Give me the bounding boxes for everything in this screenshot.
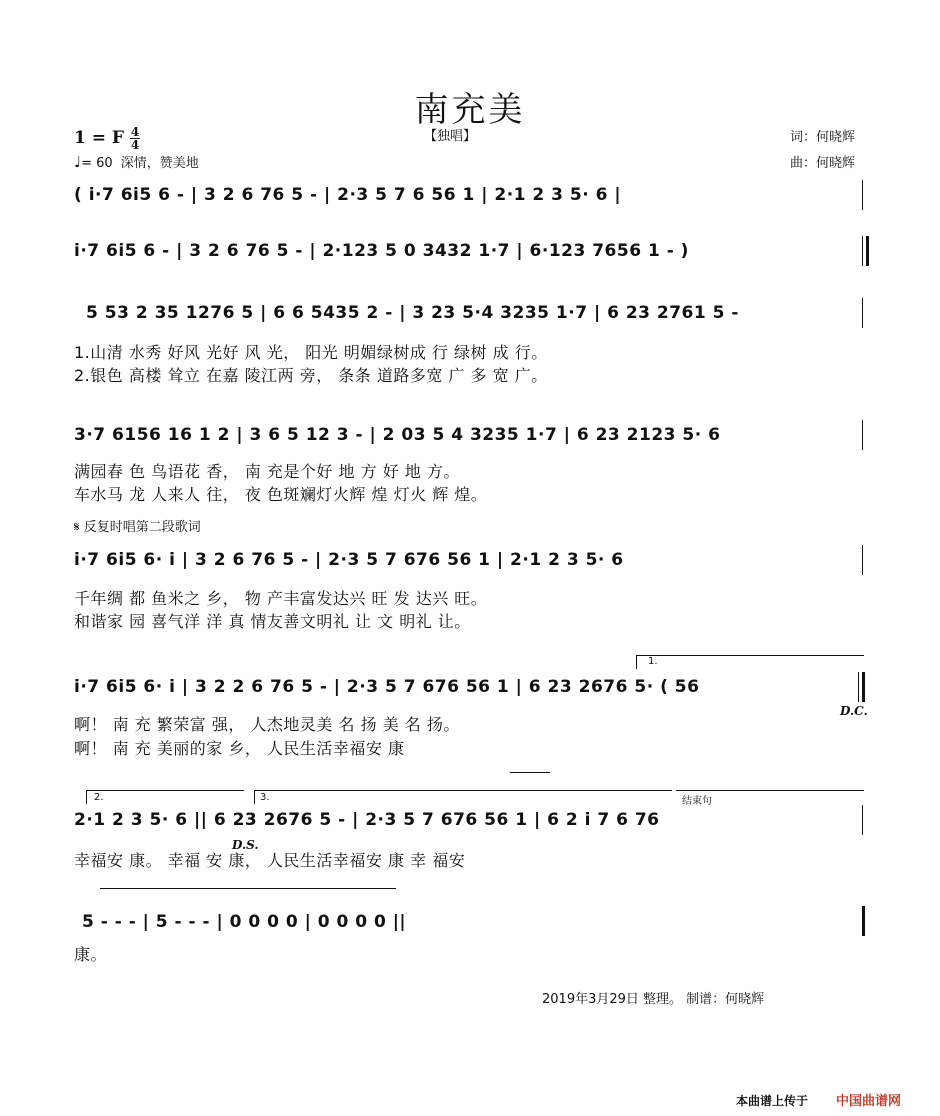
volta-3-label: 3. bbox=[260, 792, 270, 803]
system-2-notes: i·7 6i5 6 - | 3 2 6 76 5 - | 2·123 5 0 3432 1·7 | 6·123 7656 1 - ) bbox=[74, 241, 689, 261]
coda-label: 结束句 bbox=[682, 796, 712, 807]
barline bbox=[862, 420, 863, 450]
final-barline bbox=[862, 906, 865, 936]
barline bbox=[858, 672, 859, 702]
system-5-notes: i·7 6i5 6· i | 3 2 6 76 5 - | 2·3 5 7 676 56 1 | 2·1 2 3 5· 6 bbox=[74, 550, 624, 570]
segno-note bbox=[74, 516, 201, 535]
time-signature bbox=[130, 126, 140, 151]
volta-1-hook bbox=[636, 655, 637, 669]
arranger-note: 2019年3月29日 整理。 制谱：何晓辉 bbox=[542, 992, 765, 1007]
performance-note: 【独唱】 bbox=[424, 129, 477, 144]
barline bbox=[862, 545, 863, 575]
system-4-lyrics-2: 车水马 龙 人来人 往， 夜 色斑斓灯火辉 煌 灯火 辉 煌。 bbox=[74, 485, 488, 504]
system-4-notes: 3·7 6156 16 1 2 | 3 6 5 12 3 - | 2 03 5 4 3235 1·7 | 6 23 2123 5· 6 bbox=[74, 425, 721, 445]
upload-note: 本曲谱上传于 bbox=[736, 1094, 809, 1108]
short-divider bbox=[510, 772, 550, 773]
barline bbox=[862, 236, 863, 266]
quarter-note-icon: ♩ bbox=[74, 153, 82, 171]
system-7-lyrics-1: 幸福安 康。 幸福 安 康， 人民生活幸福安 康 幸 福安 bbox=[74, 851, 466, 870]
key-signature bbox=[74, 126, 140, 151]
system-3-lyrics-2: 2.银色 高楼 耸立 在嘉 陵江两 旁， 条条 道路多宽 广 多 宽 广。 bbox=[74, 366, 548, 385]
composer: 曲：何晓辉 bbox=[790, 156, 856, 171]
segno-text: 反复时唱第二段歌词 bbox=[83, 520, 201, 535]
system-3-lyrics-1: 1.山清 水秀 好风 光好 风 光， 阳光 明媚绿树成 行 绿树 成 行。 bbox=[74, 343, 548, 362]
volta-3-bracket bbox=[254, 790, 672, 791]
repeat-barline bbox=[862, 672, 865, 702]
page-title: 南充美 bbox=[414, 90, 526, 130]
volta-3-hook bbox=[254, 790, 255, 804]
volta-1-bracket bbox=[636, 655, 864, 656]
lyricist: 词：何晓辉 bbox=[790, 130, 856, 145]
volta-2-label: 2. bbox=[94, 792, 104, 803]
volta-2-bracket bbox=[86, 790, 244, 791]
volta-1-label: 1. bbox=[648, 656, 658, 667]
system-6-notes: i·7 6i5 6· i | 3 2 2 6 76 5 - | 2·3 5 7 676 56 1 | 6 23 2676 5· ( 56 bbox=[74, 677, 700, 697]
system-7-notes: 2·1 2 3 5· 6 || 6 23 2676 5 - | 2·3 5 7 676 56 1 | 6 2 i 7 6 76 bbox=[74, 810, 660, 830]
barline bbox=[862, 805, 863, 835]
system-5-lyrics-1: 千年绸 都 鱼米之 乡， 物 产丰富发达兴 旺 发 达兴 旺。 bbox=[74, 589, 488, 608]
tie-line bbox=[100, 888, 396, 889]
volta-2-hook bbox=[86, 790, 87, 804]
system-3-notes: 5 53 2 35 1276 5 | 6 6 5435 2 - | 3 23 5·4 3235 1·7 | 6 23 2761 5 - bbox=[86, 303, 739, 323]
double-barline bbox=[866, 236, 869, 266]
barline bbox=[862, 180, 863, 210]
system-5-lyrics-2: 和谐家 园 喜气洋 洋 真 情友善文明礼 让 文 明礼 让。 bbox=[74, 612, 471, 631]
dc-mark: D.C. bbox=[840, 704, 868, 718]
system-4-lyrics-1: 满园春 色 鸟语花 香， 南 充是个好 地 方 好 地 方。 bbox=[74, 462, 460, 481]
expression: 深情，赞美地 bbox=[120, 156, 199, 171]
ds-mark: D.S. bbox=[232, 838, 259, 852]
segno-icon: 𝄋 bbox=[74, 520, 80, 535]
tempo-value: = 60 bbox=[81, 156, 113, 171]
key-text: 1 = F bbox=[74, 128, 124, 148]
tempo-line bbox=[74, 152, 199, 171]
time-denominator: 4 bbox=[130, 138, 140, 152]
system-6-lyrics-1: 啊！ 南 充 繁荣富 强， 人杰地灵美 名 扬 美 名 扬。 bbox=[74, 715, 460, 734]
time-numerator: 4 bbox=[130, 125, 140, 139]
system-8-notes: 5 - - - | 5 - - - | 0 0 0 0 | 0 0 0 0 || bbox=[82, 912, 407, 932]
system-8-lyrics-1: 康。 bbox=[74, 945, 108, 964]
system-6-lyrics-2: 啊！ 南 充 美丽的家 乡， 人民生活幸福安 康 bbox=[74, 739, 405, 758]
barline bbox=[862, 298, 863, 328]
site-logo: 中国曲谱网 bbox=[836, 1094, 902, 1109]
system-1-notes: ( i·7 6i5 6 - | 3 2 6 76 5 - | 2·3 5 7 6 56 1 | 2·1 2 3 5· 6 | bbox=[74, 185, 622, 205]
